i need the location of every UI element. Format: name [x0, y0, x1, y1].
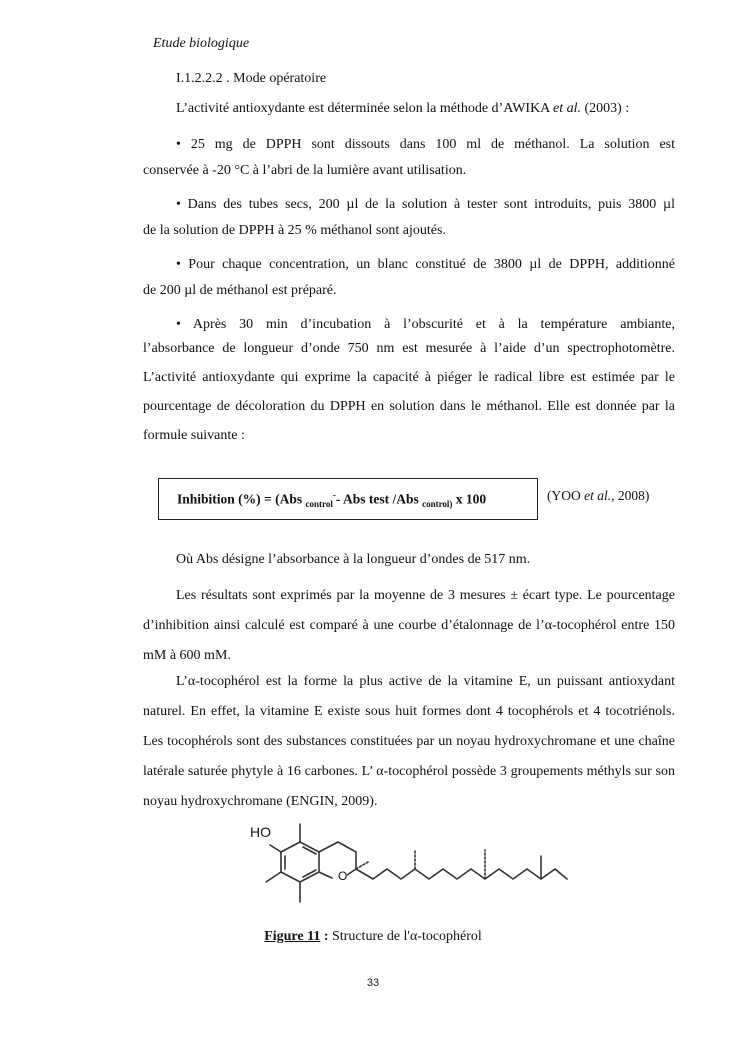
alpha-tocopherol-structure — [240, 812, 570, 908]
tocopherol-paragraph: L’α-tocophérol est la forme la plus active de la vitamine E, un puissant antioxydant naturel. En effet, la vitamine E existe sous huit formes dont 4 tocophérols et 4 tocotriénols. Les tocophérols sont des substances constituées par un noyau hydroxychromane et une chaîne latérale saturée phytyle à 16 carbones. L’ α-tocophérol possède 3 groupements méthyls sur son noyau hydroxychromane (ENGIN, 2009). — [143, 674, 675, 809]
bullet-1-line-2: conservée à -20 °C à l’abri de la lumière avant utilisation. — [143, 163, 467, 178]
bullet-4-line-1: • Après 30 min d’incubation à l’obscurité et à la température ambiante, — [176, 317, 675, 332]
bullet-3-line-2: de 200 µl de méthanol est préparé. — [143, 283, 337, 298]
inhibition-formula: Inhibition (%) = (Abs $_{control}$-- Abs test /Abs $_{control)}$ x 100 — [177, 490, 487, 510]
ring-oxygen-label: O — [338, 869, 348, 883]
bullet-3-line-1: • Pour chaque concentration, un blanc constitué de 3800 µl de DPPH, additionné — [176, 257, 675, 272]
figure-caption: Figure 11 : Structure de l'α-tocophérol — [264, 929, 482, 944]
bullet-2-line-1: • Dans des tubes secs, 200 µl de la solution à tester sont introduits, puis 3800 µl — [176, 197, 675, 212]
intro-et-al: et al. — [553, 101, 582, 116]
results-paragraph: Les résultats sont exprimés par la moyenne de 3 mesures ± écart type. Le pourcentage d’inhibition ainsi calculé est comparé à une courbe d’étalonnage de l’α-tocophérol entre 150 mM à 600 mM. — [143, 588, 675, 663]
running-header: Etude biologique — [153, 36, 250, 51]
aromatic-ring — [281, 842, 319, 882]
absorbance-paragraph: Où Abs désigne l’absorbance à la longueur d’ondes de 517 nm. — [176, 552, 531, 567]
hydroxyl-label: HO — [250, 824, 271, 840]
bullet-4-rest: l’absorbance de longueur d’onde 750 nm est mesurée à l’aide d’un spectrophotomètre. L’activité antioxydante qui exprime la capacité à piéger le radical libre est estimée par le pourcentage de décoloration du DPPH en solution dans le méthanol. Elle est donnée par la formule suivante : — [143, 341, 675, 443]
page-number: 33 — [366, 977, 380, 989]
formula-citation: (YOO et al., 2008) — [547, 488, 650, 503]
section-heading: I.1.2.2.2 . Mode opératoire — [176, 71, 327, 86]
bullet-1-line-1: • 25 mg de DPPH sont dissouts dans 100 ml de méthanol. La solution est — [176, 137, 675, 152]
figure-label: Figure 11 — [264, 929, 321, 944]
intro-paragraph: L’activité antioxydante est déterminée selon la méthode d’AWIKA et al. (2003) : — [176, 101, 630, 116]
bullet-2-line-2: de la solution de DPPH à 25 % méthanol sont ajoutés. — [143, 223, 446, 238]
